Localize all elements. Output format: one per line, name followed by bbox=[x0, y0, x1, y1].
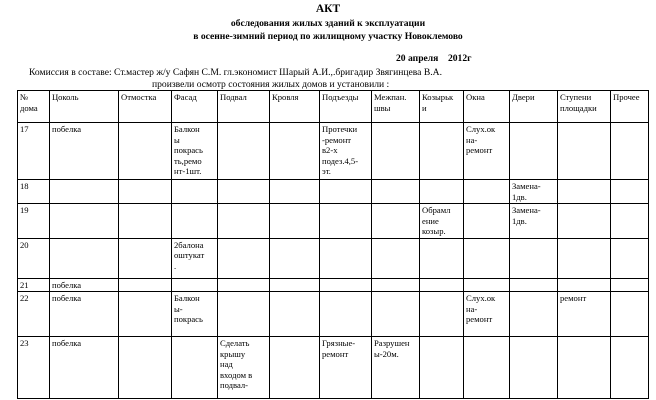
table-cell bbox=[510, 238, 558, 278]
table-cell bbox=[218, 123, 270, 180]
table-cell bbox=[611, 180, 649, 204]
table-cell: Слух.ок на- ремонт bbox=[464, 123, 510, 180]
table-cell bbox=[420, 278, 464, 292]
column-header: Окна bbox=[464, 91, 510, 123]
table-cell: 21 bbox=[18, 278, 50, 292]
table-cell bbox=[119, 337, 172, 399]
table-cell: 2балона оштукат . bbox=[172, 238, 218, 278]
table-cell bbox=[270, 278, 320, 292]
table-cell: Сделать крышу над входом в подвал- bbox=[218, 337, 270, 399]
table-cell bbox=[611, 204, 649, 239]
table-cell bbox=[172, 180, 218, 204]
commission-line: Комиссия в составе: Ст.мастер ж/у Сафян С.М. гл.экономист Шарый А.И.,.бригадир Звягинцева В.А. bbox=[29, 67, 442, 78]
table-cell: 18 bbox=[18, 180, 50, 204]
table-cell bbox=[611, 278, 649, 292]
table-cell bbox=[218, 292, 270, 337]
table-cell bbox=[510, 337, 558, 399]
column-header: Кровля bbox=[270, 91, 320, 123]
table-cell bbox=[172, 337, 218, 399]
table-row bbox=[18, 204, 649, 239]
table-cell bbox=[420, 238, 464, 278]
table-cell bbox=[119, 180, 172, 204]
table-cell bbox=[270, 292, 320, 337]
performed-line: произвели осмотр состояния жилых домов и установили : bbox=[152, 79, 390, 90]
table-cell bbox=[119, 292, 172, 337]
table-cell bbox=[50, 204, 119, 239]
inspection-table bbox=[17, 90, 649, 399]
table-cell bbox=[420, 337, 464, 399]
table-cell bbox=[218, 204, 270, 239]
table-cell bbox=[372, 292, 420, 337]
table-cell: побелка bbox=[50, 278, 119, 292]
table-cell bbox=[372, 180, 420, 204]
table-cell: побелка bbox=[50, 123, 119, 180]
column-header: Подъезды bbox=[320, 91, 372, 123]
table-cell bbox=[420, 292, 464, 337]
document-title: АКТ bbox=[315, 3, 341, 15]
table-cell: Слух.ок на- ремонт bbox=[464, 292, 510, 337]
table-cell bbox=[119, 278, 172, 292]
table-cell bbox=[270, 123, 320, 180]
table-cell bbox=[270, 238, 320, 278]
column-header: Подвал bbox=[218, 91, 270, 123]
table-row bbox=[18, 123, 649, 180]
table-cell bbox=[372, 278, 420, 292]
document-subtitle-2: в осенне-зимний период по жилищному участку Новоклемово bbox=[193, 31, 463, 42]
table-cell bbox=[119, 123, 172, 180]
table-cell bbox=[372, 238, 420, 278]
table-cell bbox=[420, 123, 464, 180]
table-cell: Балкон ы- покрась bbox=[172, 292, 218, 337]
table-cell: ремонт bbox=[558, 292, 611, 337]
table-cell bbox=[270, 204, 320, 239]
table-cell: Протечки -ремонт в2-х подез.4,5- эт. bbox=[320, 123, 372, 180]
column-header: № дома bbox=[18, 91, 50, 123]
table-cell bbox=[558, 180, 611, 204]
table-cell: 20 bbox=[18, 238, 50, 278]
table-cell bbox=[558, 204, 611, 239]
table-cell bbox=[218, 180, 270, 204]
table-cell bbox=[558, 337, 611, 399]
table-cell bbox=[119, 204, 172, 239]
table-cell bbox=[558, 278, 611, 292]
table-cell: Разрушен ы-20м. bbox=[372, 337, 420, 399]
table-cell bbox=[270, 180, 320, 204]
table-cell: 19 bbox=[18, 204, 50, 239]
table-cell: 17 bbox=[18, 123, 50, 180]
table-cell bbox=[320, 292, 372, 337]
table-row bbox=[18, 292, 649, 337]
table-cell: побелка bbox=[50, 292, 119, 337]
table-cell bbox=[464, 337, 510, 399]
table-cell bbox=[270, 337, 320, 399]
table-cell: Обрамл ение козыр. bbox=[420, 204, 464, 239]
table-cell bbox=[218, 278, 270, 292]
table-cell bbox=[372, 123, 420, 180]
table-cell: 23 bbox=[18, 337, 50, 399]
table-cell bbox=[611, 292, 649, 337]
column-header: Ступени площадки bbox=[558, 91, 611, 123]
column-header: Двери bbox=[510, 91, 558, 123]
table-cell bbox=[510, 292, 558, 337]
table-row bbox=[18, 238, 649, 278]
table-row bbox=[18, 278, 649, 292]
column-header: Межпан. швы bbox=[372, 91, 420, 123]
table-cell bbox=[320, 278, 372, 292]
table-cell: Замена- 1дв. bbox=[510, 204, 558, 239]
table-cell bbox=[320, 238, 372, 278]
table-cell: Грязные- ремонт bbox=[320, 337, 372, 399]
table-row bbox=[18, 337, 649, 399]
table-cell bbox=[320, 180, 372, 204]
table-header-row bbox=[18, 91, 649, 123]
table-cell bbox=[464, 238, 510, 278]
column-header: Прочее bbox=[611, 91, 649, 123]
table-cell bbox=[320, 204, 372, 239]
table-cell bbox=[464, 180, 510, 204]
table-cell: побелка bbox=[50, 337, 119, 399]
table-cell bbox=[611, 337, 649, 399]
table-cell bbox=[558, 123, 611, 180]
table-cell bbox=[50, 180, 119, 204]
column-header: Отмостка bbox=[119, 91, 172, 123]
column-header: Фасад bbox=[172, 91, 218, 123]
table-cell bbox=[172, 204, 218, 239]
table-cell bbox=[372, 204, 420, 239]
table-cell bbox=[420, 180, 464, 204]
table-cell bbox=[464, 278, 510, 292]
table-cell: 22 bbox=[18, 292, 50, 337]
table-cell bbox=[611, 123, 649, 180]
table-cell: Замена- 1дв. bbox=[510, 180, 558, 204]
document-subtitle-1: обследования жилых зданий к эксплуатации bbox=[230, 18, 426, 29]
table-cell bbox=[172, 278, 218, 292]
table-row bbox=[18, 180, 649, 204]
table-cell: Балкон ы покрась ть,ремо нт-1шт. bbox=[172, 123, 218, 180]
table-cell bbox=[558, 238, 611, 278]
table-cell bbox=[510, 278, 558, 292]
table-cell bbox=[464, 204, 510, 239]
table-cell bbox=[510, 123, 558, 180]
column-header: Козырьк и bbox=[420, 91, 464, 123]
document-date: 20 апреля 2012г bbox=[396, 53, 472, 64]
table-cell bbox=[218, 238, 270, 278]
table-cell bbox=[50, 238, 119, 278]
table-cell bbox=[611, 238, 649, 278]
column-header: Цоколь bbox=[50, 91, 119, 123]
table-cell bbox=[119, 238, 172, 278]
